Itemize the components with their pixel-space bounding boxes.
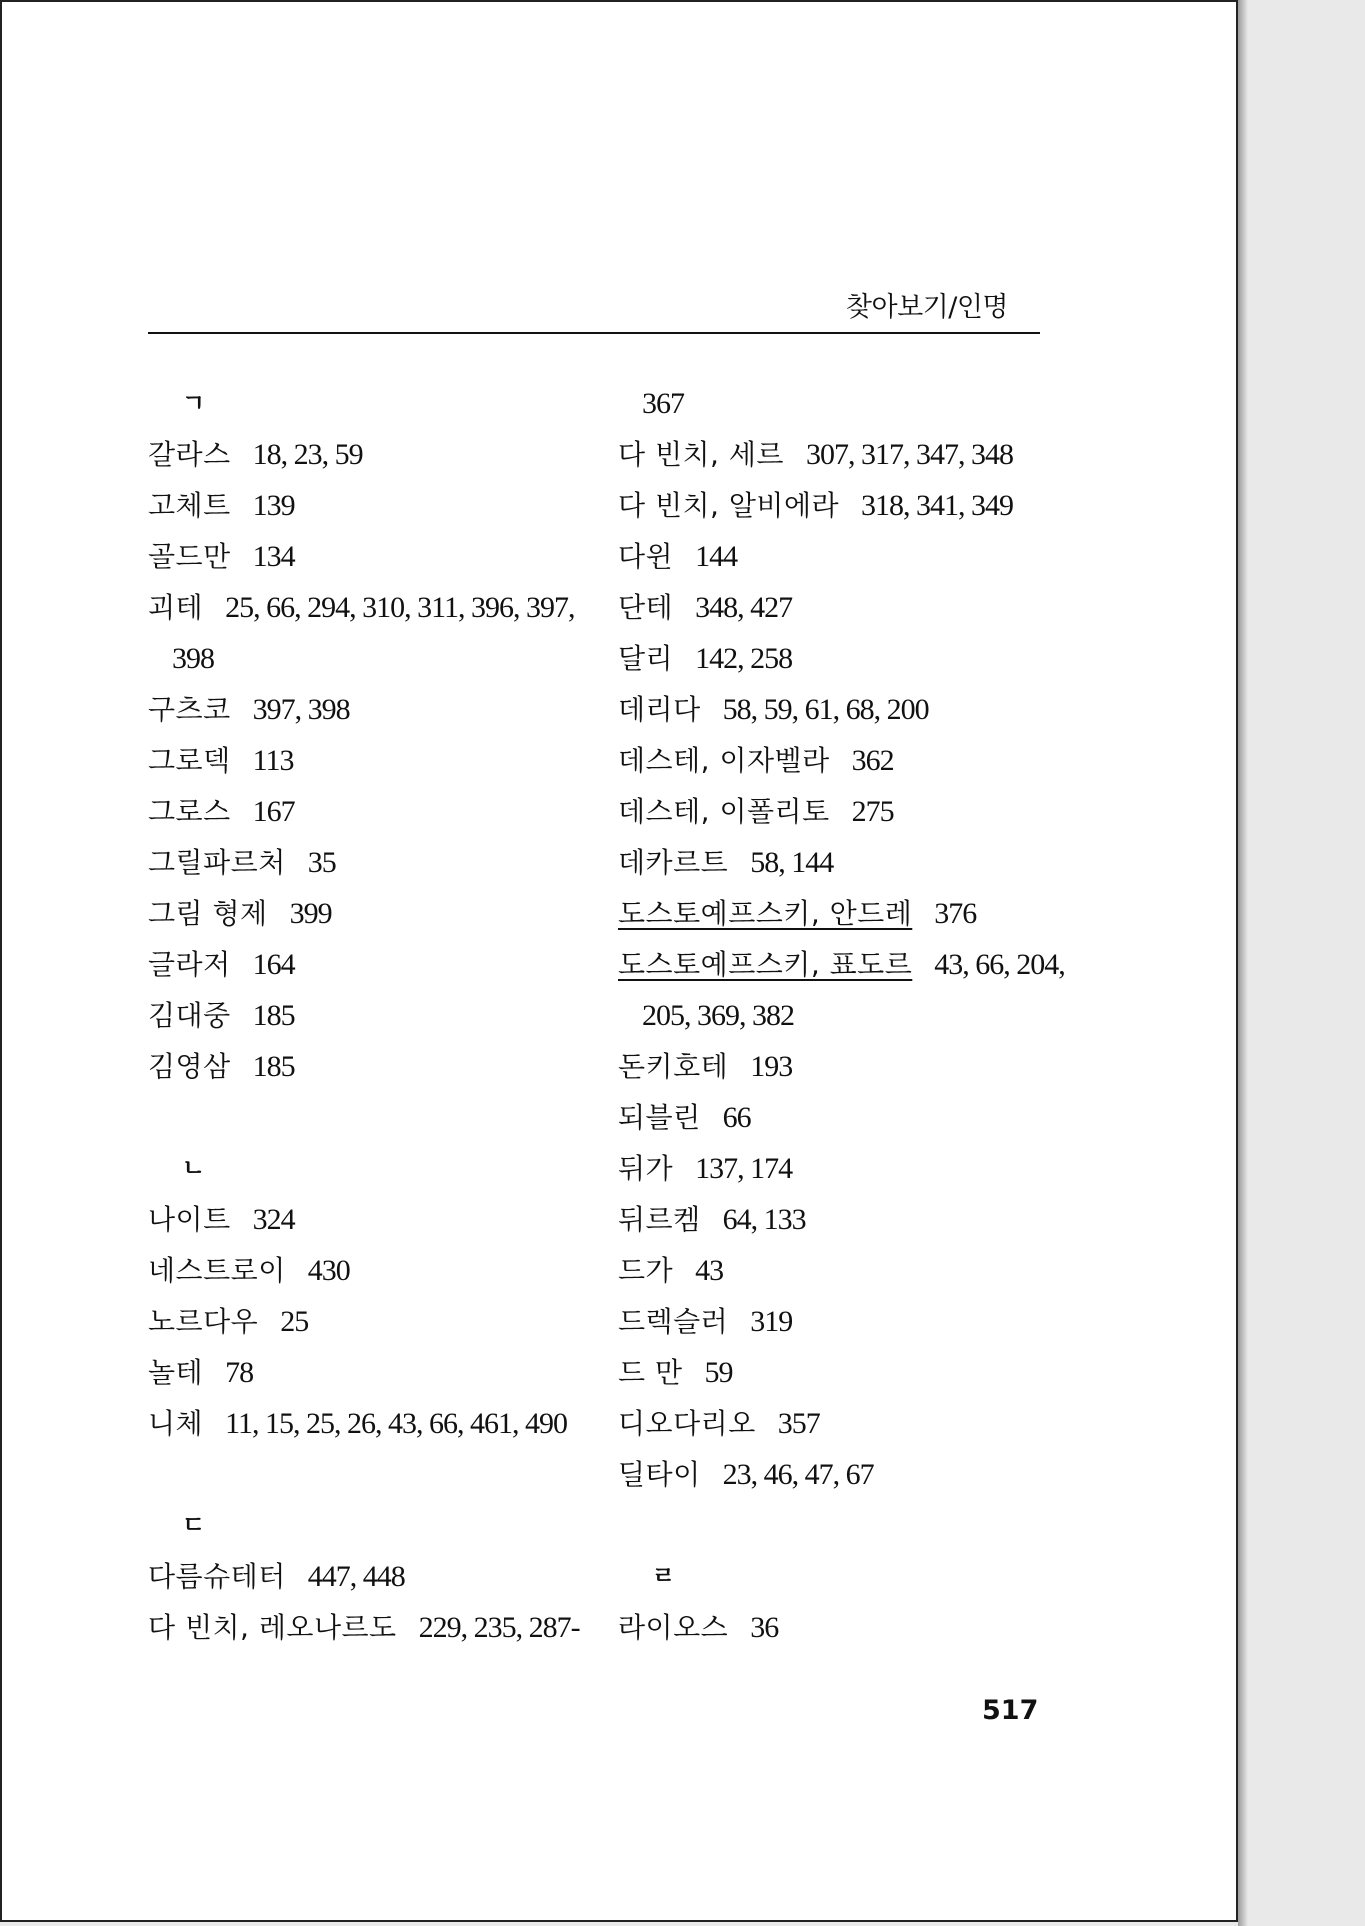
- index-entry: [618, 1398, 1068, 1449]
- index-entry-name: 뒤가: [618, 1152, 674, 1185]
- index-entry-pages: 229, 235, 287-: [418, 1611, 580, 1644]
- index-entry: [148, 1245, 598, 1296]
- index-entry: [148, 1347, 598, 1398]
- index-entry: [618, 735, 1068, 786]
- index-entry-name: 괴테: [148, 591, 204, 624]
- index-entry: [148, 582, 598, 633]
- index-entry: [618, 1092, 1068, 1143]
- index-entry-name: 데리다: [618, 693, 701, 726]
- index-entry-name: 데스테, 이폴리토: [618, 795, 830, 828]
- index-entry-name: 드 만: [618, 1356, 683, 1389]
- index-entry-name: 라이오스: [618, 1611, 729, 1644]
- index-entry-pages: 357: [777, 1407, 820, 1440]
- index-entry: [618, 1602, 1068, 1653]
- index-entry-pages: 164: [252, 948, 295, 981]
- index-entry: [618, 1347, 1068, 1398]
- index-spacer: [618, 1500, 1068, 1551]
- index-entry-pages: 167: [252, 795, 295, 828]
- index-entry-name: 디오다리오: [618, 1407, 756, 1440]
- index-spacer: [148, 1092, 598, 1143]
- index-column-right: [618, 378, 1068, 1653]
- index-entry-pages: 447, 448: [307, 1560, 405, 1593]
- index-entry-pages: 25: [280, 1305, 309, 1338]
- index-entry: [148, 480, 598, 531]
- index-entry-name: 도스토예프스키, 표도르: [618, 948, 913, 981]
- index-entry-name: 단테: [618, 591, 674, 624]
- index-entry-name: 김대중: [148, 999, 231, 1032]
- index-entry-pages: 78: [225, 1356, 254, 1389]
- index-entry: [148, 1398, 598, 1449]
- index-entry-name: 그림 형제: [148, 897, 268, 930]
- index-entry-pages: 430: [307, 1254, 350, 1287]
- index-entry: [618, 1245, 1068, 1296]
- index-entry: [618, 531, 1068, 582]
- index-entry-name: 네스트로이: [148, 1254, 286, 1287]
- index-entry-name: 달리: [618, 642, 674, 675]
- index-entry-pages: 205, 369, 382: [642, 999, 794, 1032]
- index-entry-pages: 399: [289, 897, 332, 930]
- index-entry-pages: 25, 66, 294, 310, 311, 396, 397,: [225, 591, 575, 624]
- index-entry: [148, 837, 598, 888]
- index-entry-name: 갈라스: [148, 438, 231, 471]
- index-entry-name: 나이트: [148, 1203, 231, 1236]
- index-section-heading: ㄴ: [182, 1154, 206, 1182]
- index-entry: [618, 429, 1068, 480]
- index-entry-name: 다윈: [618, 540, 674, 573]
- index-entry-name: 고체트: [148, 489, 231, 522]
- index-entry: [148, 531, 598, 582]
- index-entry-pages: 113: [252, 744, 294, 777]
- index-section-heading: ㄷ: [182, 1511, 206, 1539]
- index-entry: [618, 582, 1068, 633]
- index-entry-continuation: [148, 633, 598, 684]
- index-entry-name: 도스토예프스키, 안드레: [618, 897, 913, 930]
- index-entry-name: 데스테, 이자벨라: [618, 744, 830, 777]
- index-entry-continuation: [618, 990, 1068, 1041]
- index-entry-name: 그로스: [148, 795, 231, 828]
- index-entry-pages: 139: [252, 489, 295, 522]
- index-entry: [618, 786, 1068, 837]
- index-entry-pages: 66: [722, 1101, 751, 1134]
- index-entry-pages: 64, 133: [722, 1203, 806, 1236]
- index-entry-name: 다름슈테터: [148, 1560, 286, 1593]
- index-entry: [148, 1194, 598, 1245]
- index-entry-pages: 144: [695, 540, 738, 573]
- index-entry-pages: 137, 174: [695, 1152, 793, 1185]
- index-entry-pages: 398: [172, 642, 214, 675]
- index-entry-pages: 11, 15, 25, 26, 43, 66, 461, 490: [225, 1407, 567, 1440]
- index-entry-name: 드가: [618, 1254, 674, 1287]
- index-section-heading: ㄱ: [182, 389, 206, 417]
- index-entry-name: 그릴파르처: [148, 846, 286, 879]
- index-entry: [148, 1602, 598, 1653]
- index-entry: [618, 939, 1068, 990]
- index-entry-name: 뒤르켐: [618, 1203, 701, 1236]
- index-entry-pages: 58, 144: [750, 846, 834, 879]
- index-entry-pages: 43, 66, 204,: [934, 948, 1065, 981]
- index-entry-pages: 376: [934, 897, 977, 930]
- index-entry-pages: 59: [704, 1356, 733, 1389]
- index-entry-name: 다 빈치, 세르: [618, 438, 784, 471]
- index-entry-name: 돈키호테: [618, 1050, 729, 1083]
- running-head: 찾아보기/인명: [845, 292, 1008, 323]
- page-number: 517: [982, 1695, 1039, 1726]
- index-entry: [618, 1041, 1068, 1092]
- index-entry: [148, 1296, 598, 1347]
- index-entry: [618, 1449, 1068, 1500]
- index-entry-name: 딜타이: [618, 1458, 701, 1491]
- index-entry-pages: 193: [750, 1050, 793, 1083]
- index-entry-pages: 318, 341, 349: [861, 489, 1014, 522]
- index-entry-pages: 348, 427: [695, 591, 793, 624]
- index-entry-pages: 185: [252, 1050, 295, 1083]
- index-entry: [148, 888, 598, 939]
- index-entry-continuation: [618, 378, 1068, 429]
- index-entry-name: 데카르트: [618, 846, 729, 879]
- index-entry-pages: 275: [851, 795, 894, 828]
- index-entry-pages: 307, 317, 347, 348: [805, 438, 1013, 471]
- index-entry: [618, 888, 1068, 939]
- index-entry-pages: 36: [750, 1611, 779, 1644]
- index-entry-pages: 367: [642, 387, 684, 420]
- index-entry-name: 골드만: [148, 540, 231, 573]
- index-entry-name: 되블린: [618, 1101, 701, 1134]
- index-entry: [148, 1551, 598, 1602]
- index-entry: [618, 480, 1068, 531]
- header-rule: [148, 332, 1040, 334]
- index-entry: [148, 735, 598, 786]
- index-entry: [148, 684, 598, 735]
- index-entry-pages: 142, 258: [695, 642, 793, 675]
- index-entry-name: 구츠코: [148, 693, 231, 726]
- index-entry-pages: 35: [307, 846, 336, 879]
- index-entry-pages: 18, 23, 59: [252, 438, 363, 471]
- index-entry-pages: 397, 398: [252, 693, 350, 726]
- index-entry-pages: 185: [252, 999, 295, 1032]
- index-entry-name: 노르다우: [148, 1305, 259, 1338]
- index-entry: [618, 1296, 1068, 1347]
- index-entry-pages: 324: [252, 1203, 295, 1236]
- index-entry-name: 니체: [148, 1407, 204, 1440]
- index-entry-name: 글라저: [148, 948, 231, 981]
- index-entry: [148, 939, 598, 990]
- index-entry: [148, 429, 598, 480]
- page-edge-shadow: [1238, 0, 1248, 1926]
- index-entry: [148, 1041, 598, 1092]
- index-entry-name: 김영삼: [148, 1050, 231, 1083]
- index-entry: [148, 786, 598, 837]
- index-spacer: [148, 1449, 598, 1500]
- index-entry-pages: 23, 46, 47, 67: [722, 1458, 874, 1491]
- index-entry: [618, 633, 1068, 684]
- index-entry: [148, 990, 598, 1041]
- index-entry-name: 드렉슬러: [618, 1305, 729, 1338]
- index-column-left: [148, 378, 598, 1653]
- index-entry-name: 다 빈치, 알비에라: [618, 489, 840, 522]
- index-entry: [618, 1143, 1068, 1194]
- index-entry-name: 다 빈치, 레오나르도: [148, 1611, 397, 1644]
- index-entry-pages: 362: [851, 744, 894, 777]
- index-entry: [618, 684, 1068, 735]
- index-entry-name: 놀테: [148, 1356, 204, 1389]
- index-entry: [618, 1194, 1068, 1245]
- index-entry-pages: 43: [695, 1254, 724, 1287]
- index-entry-pages: 134: [252, 540, 295, 573]
- index-entry-pages: 319: [750, 1305, 793, 1338]
- index-entry: [618, 837, 1068, 888]
- index-section-heading: ㄹ: [652, 1562, 676, 1590]
- index-entry-name: 그로덱: [148, 744, 231, 777]
- index-entry-pages: 58, 59, 61, 68, 200: [722, 693, 929, 726]
